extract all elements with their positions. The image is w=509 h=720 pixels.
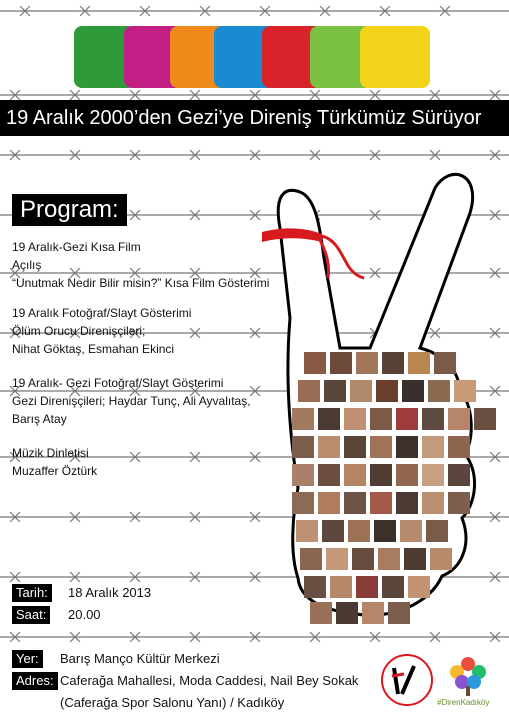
portrait-photo — [324, 380, 346, 402]
portrait-photo — [326, 548, 348, 570]
portrait-photo — [292, 436, 314, 458]
portrait-photo — [402, 380, 424, 402]
portrait-photo — [300, 548, 322, 570]
portrait-photo — [292, 408, 314, 430]
portrait-photo — [362, 602, 384, 624]
portrait-photo — [292, 464, 314, 486]
portrait-photo — [430, 548, 452, 570]
program-line: Nihat Göktaş, Esmahan Ekinci — [12, 342, 175, 356]
portrait-photo — [370, 436, 392, 458]
portrait-photo — [296, 520, 318, 542]
program-line: “Unutmak Nedir Bilir misin?” Kısa Film Gösterimi — [12, 276, 270, 290]
portrait-photo — [352, 548, 374, 570]
program-line: Gezi Direnişçileri; Haydar Tunç, Ali Ayvalıtaş, — [12, 394, 251, 408]
portrait-photo — [422, 436, 444, 458]
portrait-photo — [408, 352, 430, 374]
portrait-photo — [422, 408, 444, 430]
portrait-photo — [448, 436, 470, 458]
program-line: Açılış — [12, 258, 42, 272]
portrait-photo — [396, 492, 418, 514]
portrait-yellow — [360, 26, 430, 88]
date-value: 18 Aralık 2013 — [68, 585, 152, 600]
portrait-photo — [344, 464, 366, 486]
portrait-photo — [318, 436, 340, 458]
portrait-photo — [318, 464, 340, 486]
portrait-photo — [448, 408, 470, 430]
portrait-photo — [474, 408, 496, 430]
program-line: Ölüm Orucu Direnişçileri; — [12, 324, 146, 338]
portrait-photo — [396, 436, 418, 458]
program-line: 19 Aralık Fotoğraf/Slayt Gösterimi — [12, 306, 192, 320]
portrait-photo — [396, 464, 418, 486]
barbed-wire-top — [0, 6, 509, 16]
portrait-photo — [382, 352, 404, 374]
portrait-photo — [318, 408, 340, 430]
portrait-photo — [298, 380, 320, 402]
portrait-photo — [370, 464, 392, 486]
place-label: Yer: — [12, 650, 43, 668]
portrait-photo — [292, 492, 314, 514]
portrait-photo — [426, 520, 448, 542]
program-heading: Program: — [12, 194, 127, 226]
place-value: Barış Manço Kültür Merkezi — [60, 651, 220, 666]
portrait-photo — [376, 380, 398, 402]
portrait-photo — [344, 492, 366, 514]
portrait-photo — [330, 352, 352, 374]
portrait-photo — [318, 492, 340, 514]
program-line: Muzaffer Öztürk — [12, 464, 98, 478]
portrait-photo — [344, 408, 366, 430]
portrait-photo — [404, 548, 426, 570]
portrait-photo — [422, 464, 444, 486]
portrait-photo — [448, 492, 470, 514]
portrait-photo — [448, 464, 470, 486]
portrait-photo — [396, 408, 418, 430]
portrait-photo — [356, 576, 378, 598]
time-value: 20.00 — [68, 607, 101, 622]
portrait-photo — [400, 520, 422, 542]
portrait-photo — [370, 492, 392, 514]
barbed-wire-10 — [0, 632, 509, 642]
program-line: 19 Aralık-Gezi Kısa Film — [12, 240, 141, 254]
portrait-photo — [382, 576, 404, 598]
portrait-photo — [348, 520, 370, 542]
program-line: 19 Aralık- Gezi Fotoğraf/Slayt Gösterimi — [12, 376, 224, 390]
portrait-photo — [408, 576, 430, 598]
page-title: 19 Aralık 2000’den Gezi’ye Direniş Türkümüz Sürüyor — [0, 100, 509, 136]
portrait-photo — [356, 352, 378, 374]
portrait-photo — [378, 548, 400, 570]
program-line: Barış Atay — [12, 412, 67, 426]
portrait-photo — [304, 352, 326, 374]
portrait-photo — [330, 576, 352, 598]
program-line: Müzik Dinletisi — [12, 446, 89, 460]
date-label: Tarih: — [12, 584, 52, 602]
portrait-photo — [304, 576, 326, 598]
portrait-photo — [344, 436, 366, 458]
time-label: Saat: — [12, 606, 50, 624]
barbed-wire-1 — [0, 90, 509, 100]
red-ribbon-icon — [256, 216, 376, 286]
diren-kadikoy-logo-text: #DirenKadıköy — [437, 698, 490, 707]
portrait-photo — [350, 380, 372, 402]
address-line-1: Caferağa Mahallesi, Moda Caddesi, Nail Bey Sokak — [60, 673, 359, 688]
portrait-photo — [336, 602, 358, 624]
portrait-photo — [454, 380, 476, 402]
portrait-photo — [370, 408, 392, 430]
portrait-photo — [310, 602, 332, 624]
organization-seal-icon — [380, 650, 434, 710]
portrait-photo — [434, 352, 456, 374]
portrait-photo — [374, 520, 396, 542]
address-label: Adres: — [12, 672, 58, 690]
portrait-photo — [428, 380, 450, 402]
address-line-2: (Caferağa Spor Salonu Yanı) / Kadıköy — [60, 695, 285, 710]
portrait-photo — [388, 602, 410, 624]
portrait-photo — [322, 520, 344, 542]
portrait-photo — [422, 492, 444, 514]
